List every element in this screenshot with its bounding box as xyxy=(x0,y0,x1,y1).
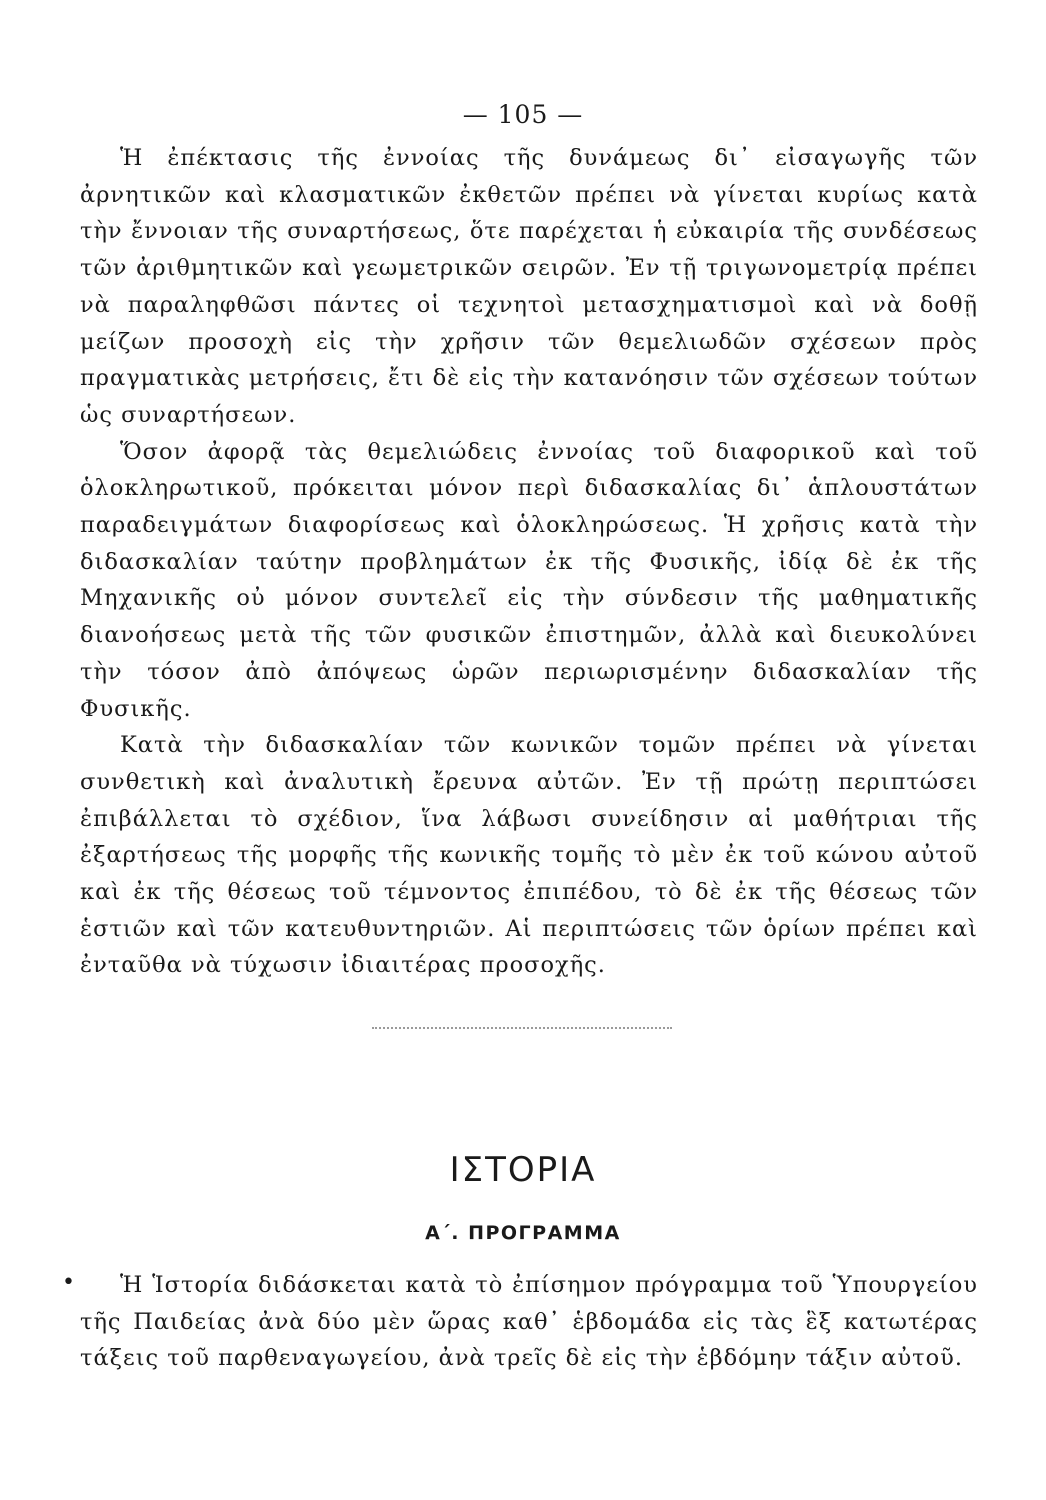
paragraph-history-program: Ἡ Ἱστορία διδάσκεται κατὰ τὸ ἐπίσημον πρόγραμμα τοῦ Ὑπουργείου τῆς Παιδείας ἀνὰ δύο μὲν ὥρας καθ᾽ ἑβδομάδα εἰς τὰς ἓξ κατωτέρας τάξεις τοῦ παρθεναγωγείου, ἀνὰ τρεῖς δὲ εἰς τὴν ἑβδόμην τάξιν αὐτοῦ. xyxy=(80,1272,978,1372)
section-divider xyxy=(372,1027,672,1029)
paragraph-calculus: Ὅσον ἀφορᾷ τὰς θεμελιώδεις ἐννοίας τοῦ διαφορικοῦ καὶ τοῦ ὁλοκληρωτικοῦ, πρόκειται μόνον περὶ διδασκαλίας δι᾽ ἁπλουστάτων παραδειγμάτων διαφορίσεως καὶ ὁλοκληρώσεως. Ἡ χρῆσις κατὰ τὴν διδασκαλίαν ταύτην προβλημάτων ἐκ τῆς Φυσικῆς, ἰδίᾳ δὲ ἐκ τῆς Μηχανικῆς οὐ μόνον συντελεῖ εἰς τὴν σύνδεσιν τῆς μαθηματικῆς διανοήσεως μετὰ τῆς τῶν φυσικῶν ἐπιστημῶν, ἀλλὰ καὶ διευκολύνει τὴν τόσον ἀπὸ ἀπόψεως ὡρῶν περιωρισμένην διδασκαλίαν τῆς Φυσικῆς. xyxy=(80,438,978,722)
history-section-text xyxy=(80,1267,978,1377)
program-subtitle: Α΄. ΠΡΟΓΡΑΜΜΑ xyxy=(425,1222,621,1244)
page-number: — 105 — xyxy=(462,100,584,129)
paragraph-powers-trigonometry: Ἡ ἐπέκτασις τῆς ἐννοίας τῆς δυνάμεως δι᾽ εἰσαγωγῆς τῶν ἀρνητικῶν καὶ κλασματικῶν ἐκθετῶν πρέπει νὰ γίνεται κυρίως κατὰ τὴν ἔννοιαν τῆς συναρτήσεως, ὅτε παρέχεται ἡ εὐκαιρία τῆς συνδέσεως τῶν ἀριθμητικῶν καὶ γεωμετρικῶν σειρῶν. Ἐν τῇ τριγωνομετρίᾳ πρέπει νὰ παραληφθῶσι πάντες οἱ τεχνητοὶ μετασχηματισμοὶ καὶ νὰ δοθῇ μείζων προσοχὴ εἰς τὴν χρῆσιν τῶν θεμελιωδῶν σχέσεων πρὸς πραγματικὰς μετρήσεις, ἔτι δὲ εἰς τὴν κατανόησιν τῶν σχέσεων τούτων ὡς συναρτήσεων. xyxy=(80,145,978,428)
history-section-title: ΙΣΤΟΡΙΑ xyxy=(449,1150,597,1190)
bullet-mark: • xyxy=(62,1270,75,1295)
math-section-text xyxy=(80,140,978,984)
paragraph-conic-sections: Κατὰ τὴν διδασκαλίαν τῶν κωνικῶν τομῶν πρέπει νὰ γίνεται συνθετικὴ καὶ ἀναλυτικὴ ἔρευνα αὐτῶν. Ἐν τῇ πρώτῃ περιπτώσει ἐπιβάλλεται τὸ σχέδιον, ἵνα λάβωσι συνείδησιν αἱ μαθήτριαι τῆς ἐξαρτήσεως τῆς μορφῆς τῆς κωνικῆς τομῆς τὸ μὲν ἐκ τοῦ κώνου αὐτοῦ καὶ ἐκ τῆς θέσεως τοῦ τέμνοντος ἐπιπέδου, τὸ δὲ ἐκ τῆς θέσεως τῶν ἑστιῶν καὶ τῶν κατευθυντηριῶν. Αἱ περιπτώσεις τῶν ὁρίων πρέπει καὶ ἐνταῦθα νὰ τύχωσιν ἰδιαιτέρας προσοχῆς. xyxy=(80,732,978,979)
